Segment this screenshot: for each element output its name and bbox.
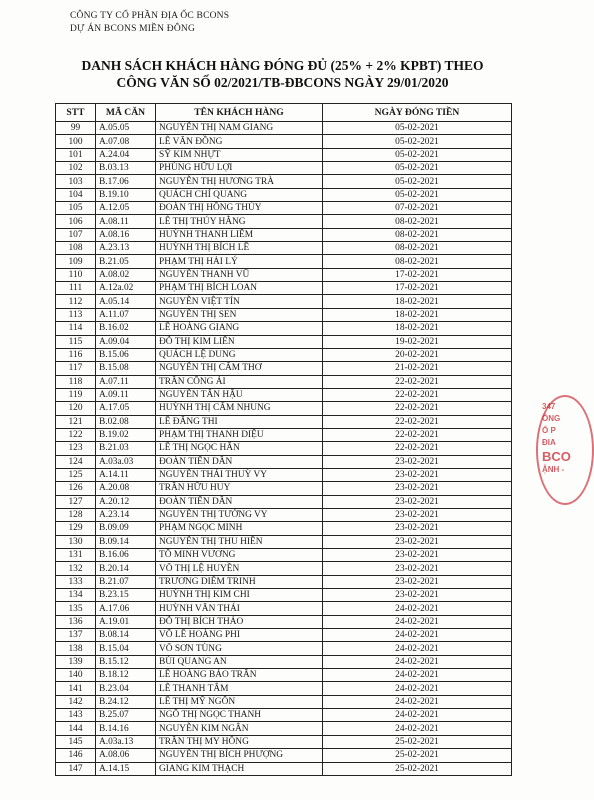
- cell-ten-khach-hang: PHẠM THỊ BÍCH LOAN: [156, 282, 323, 295]
- cell-ten-khach-hang: ĐOÀN TIẾN DẦN: [156, 455, 323, 468]
- table-row: [56, 615, 512, 628]
- table-row: [56, 602, 512, 615]
- cell-ten-khach-hang: LÊ THANH TÂM: [156, 682, 323, 695]
- cell-ngay-dong-tien: 05-02-2021: [323, 188, 512, 201]
- cell-stt: 118: [56, 375, 96, 388]
- cell-ten-khach-hang: VÕ LÊ HOÀNG PHI: [156, 629, 323, 642]
- cell-ma-can: B.16.02: [96, 322, 156, 335]
- cell-ma-can: A.20.12: [96, 495, 156, 508]
- cell-ma-can: A.17.05: [96, 402, 156, 415]
- cell-ma-can: B.15.06: [96, 348, 156, 361]
- table-row: [56, 562, 512, 575]
- cell-ngay-dong-tien: 18-02-2021: [323, 322, 512, 335]
- cell-ten-khach-hang: PHẠM NGỌC MINH: [156, 522, 323, 535]
- column-header-ten-khach-hang: TÊN KHÁCH HÀNG: [156, 104, 323, 122]
- cell-ma-can: A.05.14: [96, 295, 156, 308]
- cell-stt: 113: [56, 308, 96, 321]
- cell-ngay-dong-tien: 22-02-2021: [323, 415, 512, 428]
- cell-stt: 101: [56, 148, 96, 161]
- cell-ngay-dong-tien: 23-02-2021: [323, 508, 512, 521]
- cell-stt: 143: [56, 709, 96, 722]
- cell-ngay-dong-tien: 08-02-2021: [323, 228, 512, 241]
- cell-ngay-dong-tien: 23-02-2021: [323, 495, 512, 508]
- cell-ngay-dong-tien: 23-02-2021: [323, 575, 512, 588]
- cell-stt: 106: [56, 215, 96, 228]
- company-seal-stamp: [536, 395, 594, 505]
- cell-stt: 119: [56, 388, 96, 401]
- cell-stt: 110: [56, 268, 96, 281]
- table-row: [56, 495, 512, 508]
- cell-stt: 114: [56, 322, 96, 335]
- cell-ma-can: A.07.08: [96, 135, 156, 148]
- table-row: [56, 162, 512, 175]
- cell-ten-khach-hang: NGUYỄN THỊ THU HIỀN: [156, 535, 323, 548]
- cell-ngay-dong-tien: 24-02-2021: [323, 655, 512, 668]
- cell-ma-can: A.05.05: [96, 122, 156, 135]
- cell-ten-khach-hang: NGUYỄN THÁI THUỲ VY: [156, 468, 323, 481]
- cell-ma-can: B.19.02: [96, 428, 156, 441]
- cell-ngay-dong-tien: 05-02-2021: [323, 162, 512, 175]
- company-name: CÔNG TY CỔ PHẦN ĐỊA ỐC BCONS: [70, 11, 230, 21]
- table-row: [56, 722, 512, 735]
- cell-stt: 117: [56, 362, 96, 375]
- cell-stt: 140: [56, 669, 96, 682]
- cell-ten-khach-hang: NGUYỄN KIM NGÂN: [156, 722, 323, 735]
- cell-stt: 145: [56, 735, 96, 748]
- cell-stt: 133: [56, 575, 96, 588]
- cell-stt: 116: [56, 348, 96, 361]
- cell-ma-can: B.09.14: [96, 535, 156, 548]
- cell-ngay-dong-tien: 25-02-2021: [323, 762, 512, 775]
- cell-ma-can: B.25.07: [96, 709, 156, 722]
- cell-ten-khach-hang: QUÁCH LỆ DUNG: [156, 348, 323, 361]
- cell-ten-khach-hang: QUÁCH CHÍ QUANG: [156, 188, 323, 201]
- cell-ten-khach-hang: TÔ MINH VƯƠNG: [156, 549, 323, 562]
- cell-ngay-dong-tien: 24-02-2021: [323, 709, 512, 722]
- cell-ngay-dong-tien: 08-02-2021: [323, 242, 512, 255]
- cell-ma-can: A.23.13: [96, 242, 156, 255]
- cell-ma-can: B.03.13: [96, 162, 156, 175]
- cell-stt: 100: [56, 135, 96, 148]
- table-row: [56, 735, 512, 748]
- cell-ma-can: B.08.14: [96, 629, 156, 642]
- cell-ngay-dong-tien: 23-02-2021: [323, 562, 512, 575]
- table-row: [56, 228, 512, 241]
- table-row: [56, 682, 512, 695]
- table-row: [56, 508, 512, 521]
- cell-stt: 108: [56, 242, 96, 255]
- table-row: [56, 388, 512, 401]
- cell-stt: 144: [56, 722, 96, 735]
- cell-stt: 135: [56, 602, 96, 615]
- cell-stt: 142: [56, 695, 96, 708]
- cell-ten-khach-hang: NGUYỄN THỊ CẨM THƠ: [156, 362, 323, 375]
- cell-ten-khach-hang: TRẦN THỊ MY HỒNG: [156, 735, 323, 748]
- cell-ma-can: A.12.05: [96, 202, 156, 215]
- cell-ma-can: B.19.10: [96, 188, 156, 201]
- cell-stt: 121: [56, 415, 96, 428]
- cell-ten-khach-hang: HUỲNH VĂN THÁI: [156, 602, 323, 615]
- table-row: [56, 749, 512, 762]
- cell-ngay-dong-tien: 22-02-2021: [323, 442, 512, 455]
- cell-ngay-dong-tien: 23-02-2021: [323, 549, 512, 562]
- cell-stt: 127: [56, 495, 96, 508]
- table-row: [56, 362, 512, 375]
- cell-ngay-dong-tien: 22-02-2021: [323, 428, 512, 441]
- cell-ma-can: B.09.09: [96, 522, 156, 535]
- cell-ngay-dong-tien: 22-02-2021: [323, 402, 512, 415]
- table-row: [56, 402, 512, 415]
- cell-ngay-dong-tien: 17-02-2021: [323, 282, 512, 295]
- cell-ngay-dong-tien: 22-02-2021: [323, 388, 512, 401]
- cell-ngay-dong-tien: 23-02-2021: [323, 589, 512, 602]
- cell-ma-can: A.20.08: [96, 482, 156, 495]
- document-title: [0, 57, 565, 91]
- cell-ma-can: A.17.06: [96, 602, 156, 615]
- title-line-2: CÔNG VĂN SỐ 02/2021/TB-ĐBCONS NGÀY 29/01/2020: [116, 75, 449, 90]
- cell-ma-can: A.11.07: [96, 308, 156, 321]
- cell-ten-khach-hang: PHÙNG HỮU LỢI: [156, 162, 323, 175]
- cell-ten-khach-hang: TRẦN CÔNG ÁI: [156, 375, 323, 388]
- table-row: [56, 522, 512, 535]
- cell-ten-khach-hang: NGUYỄN THANH VŨ: [156, 268, 323, 281]
- cell-stt: 124: [56, 455, 96, 468]
- table-row: [56, 669, 512, 682]
- cell-ngay-dong-tien: 24-02-2021: [323, 722, 512, 735]
- table-row: [56, 468, 512, 481]
- cell-ten-khach-hang: TRƯƠNG DIỄM TRINH: [156, 575, 323, 588]
- cell-ten-khach-hang: HUỲNH THANH LIÊM: [156, 228, 323, 241]
- table-row: [56, 709, 512, 722]
- cell-ten-khach-hang: TRẦN HỮU HUY: [156, 482, 323, 495]
- cell-ngay-dong-tien: 24-02-2021: [323, 682, 512, 695]
- table-row: [56, 642, 512, 655]
- cell-ten-khach-hang: GIANG KIM THẠCH: [156, 762, 323, 775]
- cell-ten-khach-hang: BÙI QUANG AN: [156, 655, 323, 668]
- cell-ten-khach-hang: LÊ THỊ THÚY HẰNG: [156, 215, 323, 228]
- cell-ma-can: B.21.03: [96, 442, 156, 455]
- cell-ten-khach-hang: NGUYỄN VIỆT TÍN: [156, 295, 323, 308]
- cell-ma-can: B.24.12: [96, 695, 156, 708]
- cell-ngay-dong-tien: 17-02-2021: [323, 268, 512, 281]
- cell-stt: 122: [56, 428, 96, 441]
- cell-ten-khach-hang: HUỲNH THỊ KIM CHI: [156, 589, 323, 602]
- cell-ngay-dong-tien: 18-02-2021: [323, 308, 512, 321]
- cell-ma-can: A.08.02: [96, 268, 156, 281]
- cell-ten-khach-hang: HUỲNH THỊ CẨM NHUNG: [156, 402, 323, 415]
- cell-stt: 131: [56, 549, 96, 562]
- cell-stt: 130: [56, 535, 96, 548]
- cell-ngay-dong-tien: 24-02-2021: [323, 629, 512, 642]
- table-row: [56, 442, 512, 455]
- cell-ma-can: B.02.08: [96, 415, 156, 428]
- cell-stt: 123: [56, 442, 96, 455]
- project-name: DỰ ÁN BCONS MIỀN ĐÔNG: [70, 24, 196, 34]
- cell-ten-khach-hang: ĐOÀN TIẾN DẦN: [156, 495, 323, 508]
- table-row: [56, 255, 512, 268]
- cell-ngay-dong-tien: 23-02-2021: [323, 522, 512, 535]
- company-header: [70, 10, 229, 36]
- table-row: [56, 242, 512, 255]
- cell-stt: 111: [56, 282, 96, 295]
- cell-stt: 128: [56, 508, 96, 521]
- cell-ngay-dong-tien: 05-02-2021: [323, 122, 512, 135]
- cell-ma-can: B.23.15: [96, 589, 156, 602]
- stamp-text: 347: [542, 402, 556, 411]
- cell-ten-khach-hang: LÊ ĐĂNG THI: [156, 415, 323, 428]
- cell-ma-can: A.09.04: [96, 335, 156, 348]
- cell-ma-can: A.24.04: [96, 148, 156, 161]
- cell-ten-khach-hang: VÕ THỊ LỆ HUYỀN: [156, 562, 323, 575]
- cell-ngay-dong-tien: 23-02-2021: [323, 455, 512, 468]
- table-row: [56, 148, 512, 161]
- cell-stt: 99: [56, 122, 96, 135]
- cell-ma-can: B.15.08: [96, 362, 156, 375]
- cell-stt: 126: [56, 482, 96, 495]
- cell-stt: 132: [56, 562, 96, 575]
- cell-ngay-dong-tien: 23-02-2021: [323, 468, 512, 481]
- cell-ten-khach-hang: ĐỖ THỊ KIM LIÊN: [156, 335, 323, 348]
- cell-ten-khach-hang: NGUYỄN THỊ HƯƠNG TRÀ: [156, 175, 323, 188]
- stamp-text: ẬNH -: [542, 465, 565, 474]
- cell-ma-can: A.23.14: [96, 508, 156, 521]
- cell-stt: 102: [56, 162, 96, 175]
- cell-ngay-dong-tien: 07-02-2021: [323, 202, 512, 215]
- table-row: [56, 308, 512, 321]
- cell-ma-can: B.15.12: [96, 655, 156, 668]
- table-row: [56, 535, 512, 548]
- stamp-text: ĐIA: [542, 438, 556, 447]
- cell-ngay-dong-tien: 25-02-2021: [323, 735, 512, 748]
- cell-ngay-dong-tien: 05-02-2021: [323, 135, 512, 148]
- table-row: [56, 695, 512, 708]
- cell-ten-khach-hang: NGUYỄN TẤN HẬU: [156, 388, 323, 401]
- cell-ten-khach-hang: ĐOÀN THỊ HỒNG THỦY: [156, 202, 323, 215]
- cell-ten-khach-hang: NGUYỄN THỊ SEN: [156, 308, 323, 321]
- column-header-ngay-dong-tien: NGÀY ĐÓNG TIỀN: [323, 104, 512, 122]
- cell-ngay-dong-tien: 24-02-2021: [323, 615, 512, 628]
- cell-ngay-dong-tien: 08-02-2021: [323, 215, 512, 228]
- table-row: [56, 575, 512, 588]
- cell-ngay-dong-tien: 24-02-2021: [323, 669, 512, 682]
- table-row: [56, 122, 512, 135]
- cell-ten-khach-hang: NGUYỄN THỊ NAM GIANG: [156, 122, 323, 135]
- cell-ma-can: A.09.11: [96, 388, 156, 401]
- cell-ma-can: B.14.16: [96, 722, 156, 735]
- table-header-row: [56, 104, 512, 122]
- cell-ma-can: A.12a.02: [96, 282, 156, 295]
- cell-ma-can: B.23.04: [96, 682, 156, 695]
- cell-stt: 109: [56, 255, 96, 268]
- cell-stt: 107: [56, 228, 96, 241]
- cell-ma-can: A.08.11: [96, 215, 156, 228]
- cell-ten-khach-hang: LÊ HOÀNG BẢO TRÂN: [156, 669, 323, 682]
- cell-ten-khach-hang: PHẠM THỊ THANH DIỆU: [156, 428, 323, 441]
- cell-stt: 105: [56, 202, 96, 215]
- cell-ten-khach-hang: SỸ KIM NHỰT: [156, 148, 323, 161]
- cell-ma-can: B.21.05: [96, 255, 156, 268]
- cell-ten-khach-hang: HUỲNH THỊ BÍCH LÊ: [156, 242, 323, 255]
- table-row: [56, 455, 512, 468]
- table-row: [56, 295, 512, 308]
- table-row: [56, 322, 512, 335]
- table-row: [56, 215, 512, 228]
- title-line-1: DANH SÁCH KHÁCH HÀNG ĐÓNG ĐỦ (25% + 2% KPBT) THEO: [81, 58, 484, 73]
- cell-stt: 139: [56, 655, 96, 668]
- table-row: [56, 415, 512, 428]
- cell-ngay-dong-tien: 19-02-2021: [323, 335, 512, 348]
- cell-stt: 103: [56, 175, 96, 188]
- cell-stt: 134: [56, 589, 96, 602]
- cell-ma-can: B.15.04: [96, 642, 156, 655]
- table-row: [56, 348, 512, 361]
- cell-ngay-dong-tien: 05-02-2021: [323, 175, 512, 188]
- cell-ma-can: B.21.07: [96, 575, 156, 588]
- cell-ngay-dong-tien: 24-02-2021: [323, 642, 512, 655]
- cell-ma-can: B.16.06: [96, 549, 156, 562]
- cell-ma-can: B.18.12: [96, 669, 156, 682]
- cell-ngay-dong-tien: 05-02-2021: [323, 148, 512, 161]
- table-row: [56, 655, 512, 668]
- cell-ngay-dong-tien: 23-02-2021: [323, 535, 512, 548]
- cell-stt: 112: [56, 295, 96, 308]
- cell-stt: 137: [56, 629, 96, 642]
- cell-stt: 141: [56, 682, 96, 695]
- cell-ma-can: A.14.11: [96, 468, 156, 481]
- cell-ma-can: A.03a.03: [96, 455, 156, 468]
- table-row: [56, 335, 512, 348]
- cell-ngay-dong-tien: 20-02-2021: [323, 348, 512, 361]
- cell-ngay-dong-tien: 08-02-2021: [323, 255, 512, 268]
- cell-ngay-dong-tien: 21-02-2021: [323, 362, 512, 375]
- table-row: [56, 762, 512, 775]
- cell-ten-khach-hang: NGUYỄN THỊ BÍCH PHƯỢNG: [156, 749, 323, 762]
- cell-ten-khach-hang: VÕ SƠN TÙNG: [156, 642, 323, 655]
- column-header-stt: STT: [56, 104, 96, 122]
- table-row: [56, 268, 512, 281]
- cell-stt: 104: [56, 188, 96, 201]
- cell-stt: 115: [56, 335, 96, 348]
- table-row: [56, 175, 512, 188]
- stamp-text: Ổ P: [542, 426, 556, 435]
- table-row: [56, 482, 512, 495]
- cell-stt: 146: [56, 749, 96, 762]
- stamp-text: ÔNG: [542, 414, 561, 423]
- table-row: [56, 549, 512, 562]
- table-row: [56, 629, 512, 642]
- cell-ten-khach-hang: LÊ THỊ NGỌC HÂN: [156, 442, 323, 455]
- cell-ma-can: B.20.14: [96, 562, 156, 575]
- cell-stt: 129: [56, 522, 96, 535]
- cell-ten-khach-hang: PHẠM THỊ HẢI LÝ: [156, 255, 323, 268]
- cell-ten-khach-hang: LÊ VĂN ĐỒNG: [156, 135, 323, 148]
- table-row: [56, 202, 512, 215]
- table-row: [56, 375, 512, 388]
- table-row: [56, 282, 512, 295]
- cell-ma-can: A.08.06: [96, 749, 156, 762]
- cell-ngay-dong-tien: 23-02-2021: [323, 482, 512, 495]
- cell-ten-khach-hang: NGÔ THỊ NGỌC THANH: [156, 709, 323, 722]
- cell-ngay-dong-tien: 22-02-2021: [323, 375, 512, 388]
- cell-ngay-dong-tien: 25-02-2021: [323, 749, 512, 762]
- cell-ngay-dong-tien: 24-02-2021: [323, 602, 512, 615]
- cell-ma-can: A.07.11: [96, 375, 156, 388]
- cell-ma-can: A.19.01: [96, 615, 156, 628]
- customer-table: [55, 103, 512, 776]
- table-row: [56, 188, 512, 201]
- table-row: [56, 428, 512, 441]
- cell-stt: 138: [56, 642, 96, 655]
- cell-ma-can: A.14.15: [96, 762, 156, 775]
- cell-ngay-dong-tien: 18-02-2021: [323, 295, 512, 308]
- cell-stt: 147: [56, 762, 96, 775]
- table-row: [56, 135, 512, 148]
- cell-ngay-dong-tien: 24-02-2021: [323, 695, 512, 708]
- cell-ten-khach-hang: NGUYỄN THỊ TƯỜNG VY: [156, 508, 323, 521]
- cell-ma-can: B.17.06: [96, 175, 156, 188]
- cell-ma-can: A.03a.13: [96, 735, 156, 748]
- cell-ma-can: A.08.16: [96, 228, 156, 241]
- cell-ten-khach-hang: ĐỖ THỊ BÍCH THẢO: [156, 615, 323, 628]
- cell-stt: 125: [56, 468, 96, 481]
- cell-stt: 136: [56, 615, 96, 628]
- cell-ten-khach-hang: LÊ HOÀNG GIANG: [156, 322, 323, 335]
- cell-ten-khach-hang: LÊ THỊ MỸ NGÔN: [156, 695, 323, 708]
- stamp-text: BCO: [542, 449, 571, 464]
- column-header-ma-can: MÃ CĂN: [96, 104, 156, 122]
- table-row: [56, 589, 512, 602]
- cell-stt: 120: [56, 402, 96, 415]
